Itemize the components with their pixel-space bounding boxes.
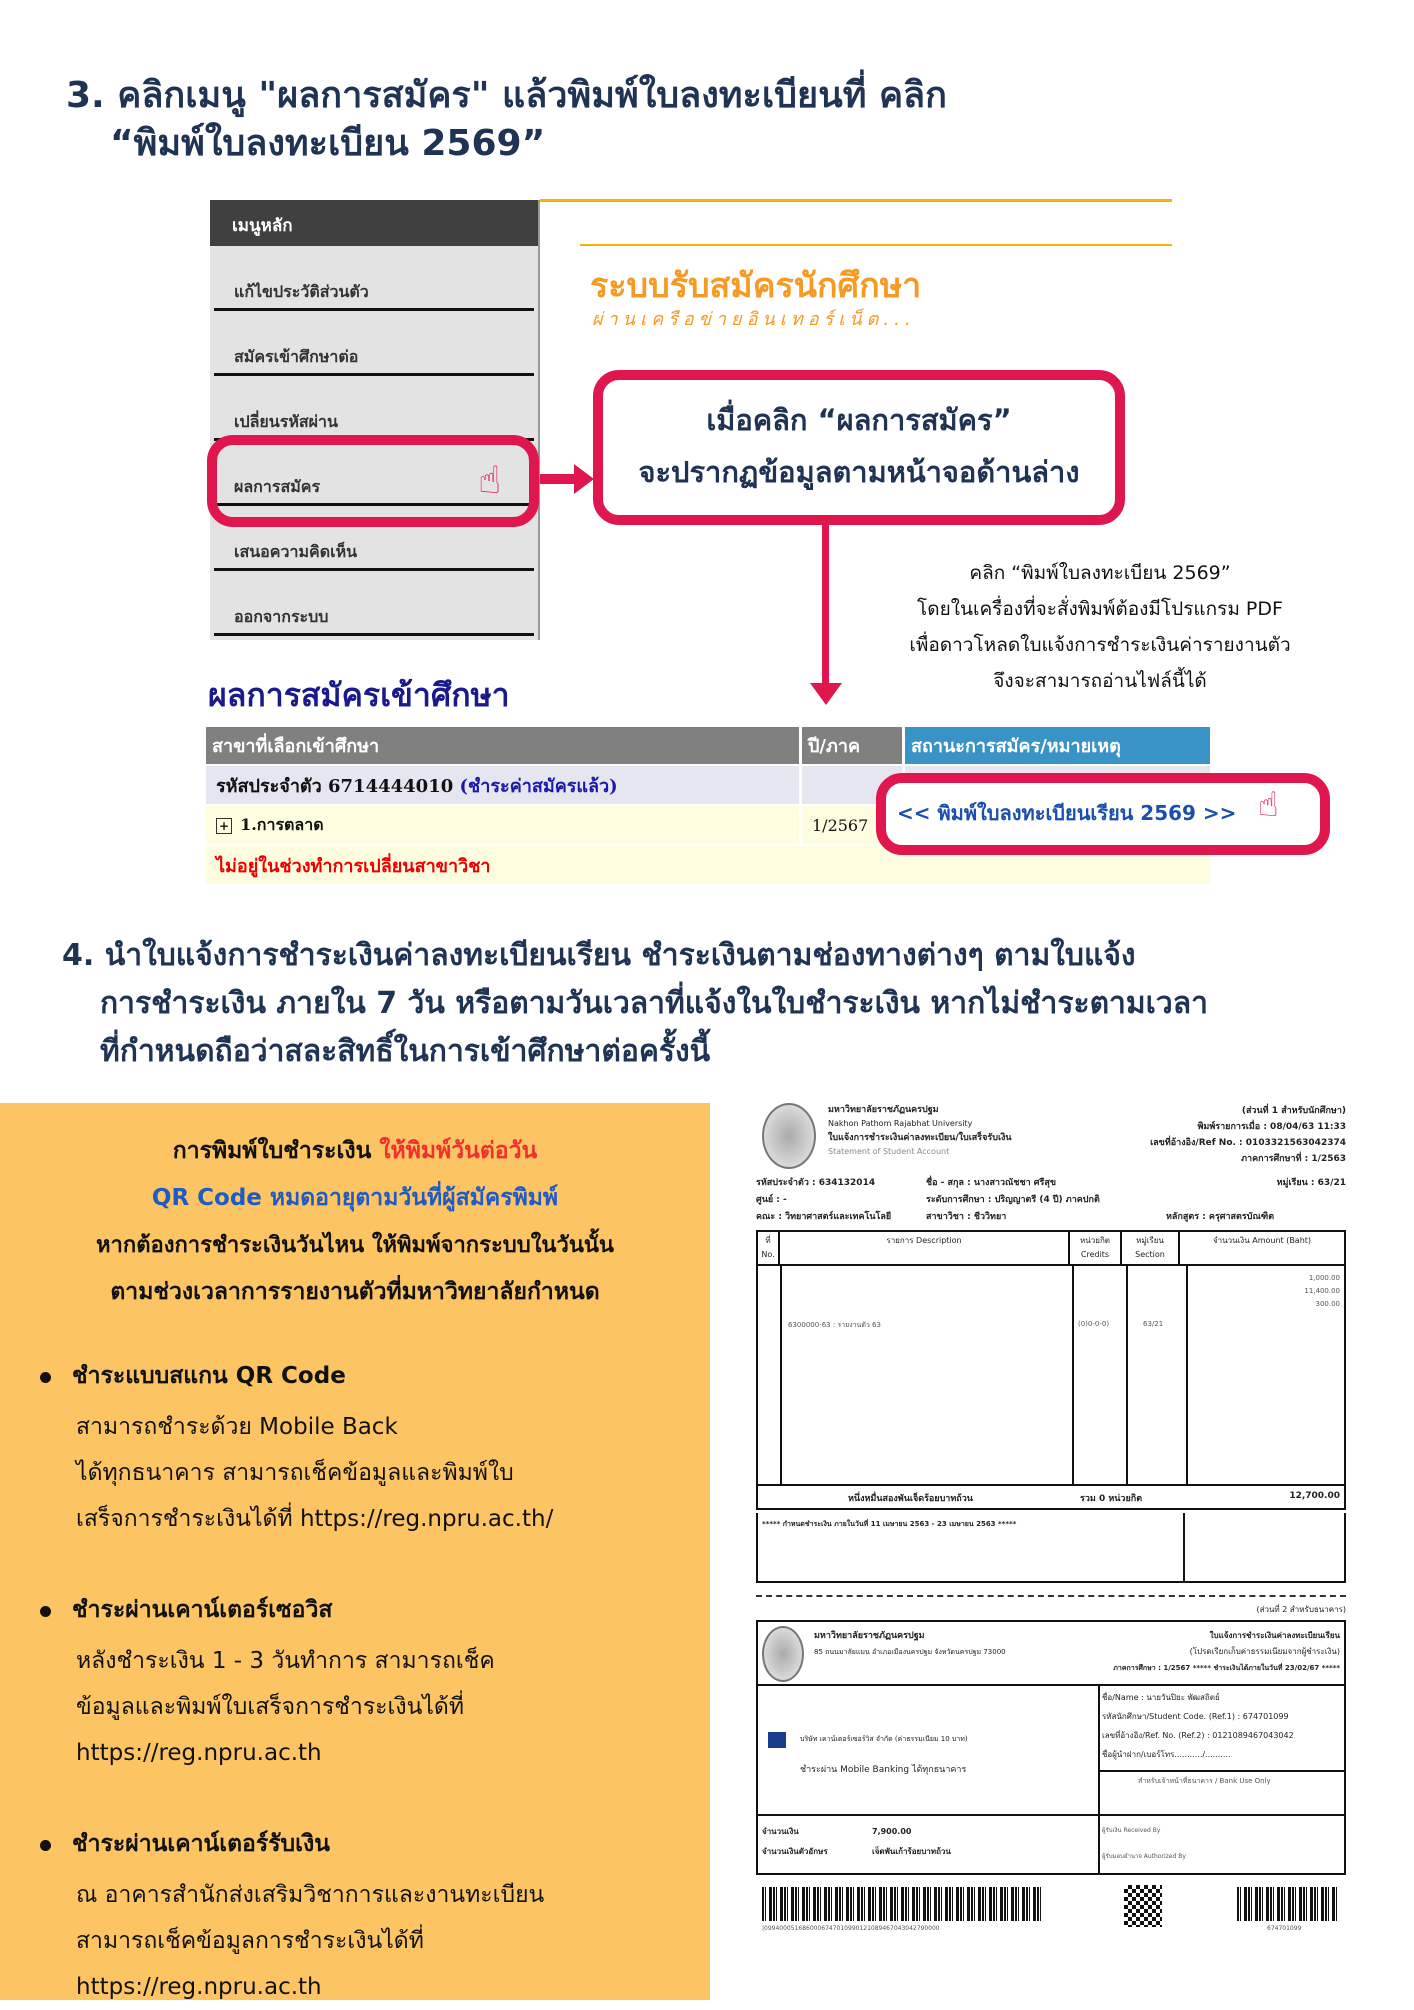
payment-notice-panel: การพิมพ์ใบชำระเงิน ให้พิมพ์วันต่อวัน QR Code หมดอายุตามวันที่ผู้สมัครพิมพ์ หากต้องการชำระเงินวันไหน ให้พิมพ์จากระบบในวันนั้น ตามช่วงเวลาการรายงานตัวที่มหาวิทยาลัยกำหนด ชำระแบบสแกน QR Code สามารถชำระด้วย Mobile Back ได้ทุกธนาคาร สามารถเช็คข้อมูลและพิมพ์ใบ เสร็จการชำระเงินได้ที่ https://reg.npru.ac.th/ ชำระผ่านเคาน์เตอร์เซอวิส หลังชำระเงิน 1 - 3 วันทำการ สามารถเช็ค ข้อมูลและพิมพ์ใบเสร็จการชำระเงินได้ที่ https://reg.npru.ac.th ชำระผ่านเคาน์เตอร์รับเงิน ณ อาคารสำนักส่งเสริมวิชาการและงานทะเบียน สามารถเช็คข้อมูลการชำระเงินได้ที่ https://reg.npru.ac.th [0, 1103, 710, 2000]
col-status: สถานะการสมัคร/หมายเหตุ [905, 727, 1210, 764]
major-cell: + 1.การตลาด [206, 806, 799, 844]
menu-item-edit-profile[interactable]: แก้ไขประวัติส่วนตัว [214, 246, 534, 311]
barcode [1237, 1887, 1337, 1921]
method-qr: ชำระแบบสแกน QR Code สามารถชำระด้วย Mobile Back ได้ทุกธนาคาร สามารถเช็คข้อมูลและพิมพ์ใบ เสร็จการชำระเงินได้ที่ https://reg.npru.ac.th/ [0, 1358, 710, 1542]
menu-item-results[interactable]: ผลการสมัคร [214, 441, 534, 506]
results-title: ผลการสมัครเข้าศึกษา [208, 676, 510, 714]
reg-link[interactable]: เสร็จการชำระเงินได้ที่ https://reg.npru.ac.th/ [76, 1506, 554, 1532]
step3-heading: 3. คลิกเมนู "ผลการสมัคร" แล้วพิมพ์ใบลงทะเบียนที่ คลิก “พิมพ์ใบลงทะเบียน 2569” [66, 75, 947, 164]
barcode [762, 1887, 1044, 1921]
payment-receipt: มหาวิทยาลัยราชภัฏนครปฐม Nakhon Pathom Rajabhat University ใบแจ้งการชำระเงินค่าลงทะเบียน/ใบเสร็จรับเงิน Statement of Student Account (ส่วนที่ 1 สำหรับนักศึกษา) พิมพ์รายการเมื่อ : 08/04/63 11:33 เลขที่อ้างอิง/Ref No. : 010332156304237​4 ภาคการศึกษาที่ : 1/2563 รหัสประจำตัว : 634132014 ชื่อ - สกุล : นางสาวณัชชา ศรีสุข หมู่เรียน : 63/21 ศูนย์ : - ระดับการศึกษา : ปริญญาตรี (4 ปี) ภาคปกติ คณะ : วิทยาศาสตร์และเทคโนโลยี สาขาวิชา : ชีววิทยา หลักสูตร : ครุศาสตรบัณฑิต ที่ No. รายการ Description หน่วยกิต Credits หมู่เรียน Section จำนวนเงิน Amount (Baht) 1,000.00 11,400.00 300.00 6300000-63 : รายงานตัว 63 (0)0-0-0) 63/21 หนึ่งหมื่นสองพันเจ็ดร้อยบาทถ้วน รวม 0 หน่วยกิต 12,700.00 ***** กำหนดชำระเงิน ภายในวันที่ 11 เมษายน 2563 - 23 เมษายน 2563 ***** (ส่วนที่ 2 สำหรับธนาคาร) มหาวิทยาลัยราชภัฏนครปฐม 85 ถนนมาลัยแมน อำเภอเมืองนครปฐม จังหวัดนครปฐม 73000 ใบแจ้งการชำระเงินค่าลงทะเบียนเรียน (โปรดเรียกเก็บค่าธรรมเนียมจากผู้ชำระเงิน) ภาคการศึกษา : 1/2567 ***** ชำระเงินได้ภายในวันที่ 23/02/67 ***** บริษัท เคาน์เตอร์เซอร์วิส จำกัด (ค่าธรรมเนียม 10 บาท) ชำระผ่าน Mobile Banking ได้ทุกธนาคาร ชื่อ/Name : นายวันปิยะ พัฒสถิตย์ รหัสนักศึกษา/Student Code. (Ref.1) : 674701099 เลขที่อ้างอิง/Ref. No. (Ref.2) : 0121089467043042 ชื่อผู้นำฝาก/เบอร์โทร.........../.......... สำหรับเจ้าหน้าที่ธนาคาร / Bank Use Only จำนวนเงิน 7,900.00 จำนวนเงินตัวอักษร เจ็ดพันเก้าร้อยบาทถ้วน ผู้รับเงิน Received By ผู้รับมอบอำนาจ Authorized By |099400051686000674701099012108946704304279000​0 674701099 [756, 1105, 1346, 1932]
reg-link[interactable]: https://reg.npru.ac.th [76, 1974, 322, 2000]
print-registration-link[interactable]: << พิมพ์ใบลงทะเบียนเรียน 2569 >> [897, 801, 1237, 825]
amount-block: จำนวนเงิน 7,900.00 จำนวนเงินตัวอักษร เจ็ดพันเก้าร้อยบาทถ้วน [762, 1827, 951, 1856]
hand-pointer-icon: ☝ [478, 458, 502, 502]
counter-service-logo-icon [768, 1732, 786, 1748]
university-seal-icon [762, 1626, 804, 1682]
arrow-head-icon [810, 683, 842, 705]
method-counter-service: ชำระผ่านเคาน์เตอร์เซอวิส หลังชำระเงิน 1 - 3 วันทำการ สามารถเช็ค ข้อมูลและพิมพ์ใบเสร็จการชำระเงินได้ที่ https://reg.npru.ac.th [0, 1592, 710, 1776]
reg-link[interactable]: https://reg.npru.ac.th [76, 1740, 322, 1766]
university-seal-icon [762, 1103, 816, 1169]
divider [580, 244, 1172, 246]
method-cashier: ชำระผ่านเคาน์เตอร์รับเงิน ณ อาคารสำนักส่งเสริมวิชาการและงานทะเบียน สามารถเช็คข้อมูลการชำระเงินได้ที่ https://reg.npru.ac.th [0, 1826, 710, 2010]
col-term: ปี/ภาค [802, 727, 902, 764]
term-cell: 1/2567 [802, 806, 902, 844]
instruction-text: คลิก “พิมพ์ใบลงทะเบียน 2569” โดยในเครื่องที่จะสั่งพิมพ์ต้องมีโปรแกรม PDF เพื่อดาวโหลดใบแจ้งการชำระเงินค่ารายงานตัว จึงจะสามารถอ่านไฟล์นี้ได้ [909, 562, 1291, 692]
menu-header: เมนูหลัก [210, 200, 538, 246]
callout-box: เมื่อคลิก “ผลการสมัคร” จะปรากฏข้อมูลตามหน้าจอด้านล่าง [593, 370, 1125, 525]
menu-item-apply[interactable]: สมัครเข้าศึกษาต่อ [214, 311, 534, 376]
main-menu [210, 200, 540, 640]
menu-item-change-password[interactable]: เปลี่ยนรหัสผ่าน [214, 376, 534, 441]
hand-pointer-icon: ☝ [1258, 785, 1279, 825]
student-id-cell: รหัสประจำตัว 6714444010 (ชำระค่าสมัครแล้ว) [206, 766, 799, 804]
system-subtitle: ผ่านเครือข่ายอินเทอร์เน็ต... [592, 309, 916, 330]
system-title: ระบบรับสมัครนักศึกษา [590, 266, 922, 306]
arrow-head-icon [574, 464, 594, 494]
col-major: สาขาที่เลือกเข้าศึกษา [206, 727, 799, 764]
divider [540, 199, 1172, 202]
step4-heading: 4. นำใบแจ้งการชำระเงินค่าลงทะเบียนเรียน ชำระเงินตามช่องทางต่างๆ ตามใบแจ้ง การชำระเงิน ภายใน 7 วัน หรือตามวันเวลาที่แจ้งในใบชำระเงิน หากไม่ชำระตามเวลา ที่กำหนดถือว่าสละสิทธิ์ในการเข้าศึกษาต่อครั้งนี้ [62, 938, 1209, 1069]
change-major-note: ไม่อยู่ในช่วงทำการเปลี่ยนสาขาวิชา [206, 846, 1210, 884]
arrow-down-icon [822, 525, 829, 685]
menu-item-logout[interactable]: ออกจากระบบ [214, 571, 534, 636]
fee-table: ที่ No. รายการ Description หน่วยกิต Credits หมู่เรียน Section จำนวนเงิน Amount (Baht) 1,000.00 11,400.00 300.00 6300000-63 : รายงานตัว 63 (0)0-0-0) 63/21 หนึ่งหมื่นสองพันเจ็ดร้อยบาทถ้วน รวม 0 หน่วยกิต 12,700.00 [756, 1230, 1346, 1510]
bank-slip: มหาวิทยาลัยราชภัฏนครปฐม 85 ถนนมาลัยแมน อำเภอเมืองนครปฐม จังหวัดนครปฐม 73000 ใบแจ้งการชำระเงินค่าลงทะเบียนเรียน (โปรดเรียกเก็บค่าธรรมเนียมจากผู้ชำระเงิน) ภาคการศึกษา : 1/2567 ***** ชำระเงินได้ภายในวันที่ 23/02/67 ***** บริษัท เคาน์เตอร์เซอร์วิส จำกัด (ค่าธรรมเนียม 10 บาท) ชำระผ่าน Mobile Banking ได้ทุกธนาคาร ชื่อ/Name : นายวันปิยะ พัฒสถิตย์ รหัสนักศึกษา/Student Code. (Ref.1) : 674701099 เลขที่อ้างอิง/Ref. No. (Ref.2) : 0121089467043042 ชื่อผู้นำฝาก/เบอร์โทร.........../.......... สำหรับเจ้าหน้าที่ธนาคาร / Bank Use Only จำนวนเงิน 7,900.00 จำนวนเงินตัวอักษร เจ็ดพันเก้าร้อยบาทถ้วน ผู้รับเงิน Received By ผู้รับมอบอำนาจ Authorized By [756, 1620, 1346, 1875]
menu-item-feedback[interactable]: เสนอความคิดเห็น [214, 506, 534, 571]
qr-code [1124, 1885, 1162, 1927]
expand-icon[interactable]: + [216, 818, 232, 834]
